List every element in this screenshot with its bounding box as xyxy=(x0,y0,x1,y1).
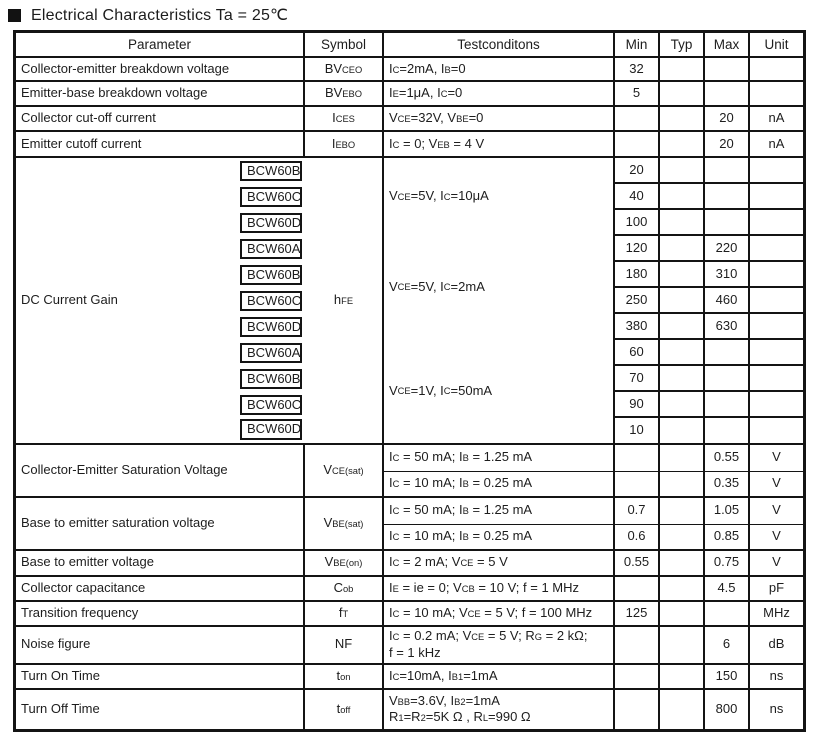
device-cell xyxy=(240,366,305,392)
max-cell: 0.35 xyxy=(705,472,750,498)
typ-cell xyxy=(660,184,705,210)
typ-cell xyxy=(660,472,705,498)
max-cell: 20 xyxy=(705,107,750,132)
parameter-cell: DC Current Gain xyxy=(16,158,240,445)
parameter-cell: Noise figure xyxy=(16,627,305,665)
parameter-cell: Turn On Time xyxy=(16,665,305,690)
parameter-cell: Base to emitter saturation voltage xyxy=(16,498,305,551)
col-header-typ: Typ xyxy=(660,33,705,58)
max-cell: 20 xyxy=(705,132,750,158)
max-cell: 460 xyxy=(705,288,750,314)
min-cell: 10 xyxy=(615,418,660,445)
min-cell xyxy=(615,690,660,729)
condition-cell: IC = 50 mA; IB = 1.25 mA xyxy=(384,445,615,472)
max-cell xyxy=(705,58,750,82)
symbol-cell: BVCEO xyxy=(305,58,384,82)
max-cell: 6 xyxy=(705,627,750,665)
unit-cell xyxy=(750,262,803,288)
typ-cell xyxy=(660,445,705,472)
table-row xyxy=(16,498,803,525)
device-label: BCW60D xyxy=(240,213,302,234)
parameter-cell: Emitter cutoff current xyxy=(16,132,305,158)
table-header-row xyxy=(16,33,803,58)
min-cell: 120 xyxy=(615,236,660,262)
condition-cell: IE = ie = 0; VCB = 10 V; f = 1 MHz xyxy=(384,577,615,602)
symbol-cell: BVEBO xyxy=(305,82,384,107)
condition-cell: IE=1μA, IC=0 xyxy=(384,82,615,107)
symbol-cell: VCE(sat) xyxy=(305,445,384,498)
condition-cell: IC=10mA, IB1=1mA xyxy=(384,665,615,690)
condition-group: V CE =5V, I C =10μA xyxy=(389,188,489,204)
parameter-cell: Collector-emitter breakdown voltage xyxy=(16,58,305,82)
parameter-cell: Collector capacitance xyxy=(16,577,305,602)
typ-cell xyxy=(660,158,705,184)
min-cell: 0.55 xyxy=(615,551,660,577)
max-cell xyxy=(705,184,750,210)
table-row xyxy=(16,445,803,472)
table-row xyxy=(16,665,803,690)
device-cell xyxy=(240,340,305,366)
typ-cell xyxy=(660,418,705,445)
condition-cell: VCE=32V, VBE=0 xyxy=(384,107,615,132)
symbol-cell: VBE(sat) xyxy=(305,498,384,551)
unit-cell: MHz xyxy=(750,602,803,627)
max-cell: 1.05 xyxy=(705,498,750,525)
typ-cell xyxy=(660,366,705,392)
typ-cell xyxy=(660,551,705,577)
device-cell xyxy=(240,262,305,288)
min-cell xyxy=(615,107,660,132)
unit-cell: V xyxy=(750,472,803,498)
max-cell: 800 xyxy=(705,690,750,729)
col-header-unit: Unit xyxy=(750,33,803,58)
symbol-cell: ton xyxy=(305,665,384,690)
max-cell xyxy=(705,366,750,392)
max-cell: 0.55 xyxy=(705,445,750,472)
min-cell: 20 xyxy=(615,158,660,184)
condition-cell: IC=2mA, IB=0 xyxy=(384,58,615,82)
max-cell xyxy=(705,418,750,445)
condition-cell: IC = 10 mA; IB = 0.25 mA xyxy=(384,472,615,498)
min-cell: 125 xyxy=(615,602,660,627)
device-label: BCW60A xyxy=(240,343,302,364)
typ-cell xyxy=(660,392,705,418)
unit-cell xyxy=(750,58,803,82)
device-label: BCW60D xyxy=(240,419,302,440)
typ-cell xyxy=(660,577,705,602)
device-cell xyxy=(240,236,305,262)
typ-cell xyxy=(660,288,705,314)
condition-cell: IC = 10 mA; VCE = 5 V; f = 100 MHz xyxy=(384,602,615,627)
typ-cell xyxy=(660,690,705,729)
unit-cell: V xyxy=(750,525,803,551)
typ-cell xyxy=(660,314,705,340)
unit-cell: V xyxy=(750,498,803,525)
max-cell xyxy=(705,82,750,107)
unit-cell xyxy=(750,392,803,418)
min-cell: 0.7 xyxy=(615,498,660,525)
unit-cell: ns xyxy=(750,665,803,690)
unit-cell xyxy=(750,340,803,366)
col-header-symbol: Symbol xyxy=(305,33,384,58)
max-cell xyxy=(705,602,750,627)
max-cell xyxy=(705,158,750,184)
unit-cell: ns xyxy=(750,690,803,729)
unit-cell: pF xyxy=(750,577,803,602)
unit-cell xyxy=(750,82,803,107)
typ-cell xyxy=(660,340,705,366)
min-cell: 90 xyxy=(615,392,660,418)
table-row xyxy=(16,602,803,627)
section-bullet-icon xyxy=(8,9,21,22)
device-label: BCW60C xyxy=(240,291,302,312)
typ-cell xyxy=(660,602,705,627)
table-row xyxy=(16,158,803,184)
symbol-cell: fT xyxy=(305,602,384,627)
max-cell: 4.5 xyxy=(705,577,750,602)
table-row xyxy=(16,58,803,82)
typ-cell xyxy=(660,498,705,525)
unit-cell xyxy=(750,314,803,340)
parameter-cell: Turn Off Time xyxy=(16,690,305,729)
unit-cell: nA xyxy=(750,132,803,158)
unit-cell: dB xyxy=(750,627,803,665)
unit-cell xyxy=(750,236,803,262)
unit-cell: V xyxy=(750,445,803,472)
condition-cell: IC = 0; VEB = 4 V xyxy=(384,132,615,158)
typ-cell xyxy=(660,525,705,551)
unit-cell: V xyxy=(750,551,803,577)
min-cell xyxy=(615,627,660,665)
min-cell: 380 xyxy=(615,314,660,340)
min-cell: 250 xyxy=(615,288,660,314)
section-title xyxy=(8,5,288,25)
table-row xyxy=(16,82,803,107)
unit-cell xyxy=(750,418,803,445)
typ-cell xyxy=(660,210,705,236)
typ-cell xyxy=(660,627,705,665)
typ-cell xyxy=(660,132,705,158)
typ-cell xyxy=(660,262,705,288)
min-cell: 32 xyxy=(615,58,660,82)
col-header-parameter: Parameter xyxy=(16,33,305,58)
min-cell: 0.6 xyxy=(615,525,660,551)
device-cell xyxy=(240,392,305,418)
device-cell xyxy=(240,314,305,340)
parameter-cell: Transition frequency xyxy=(16,602,305,627)
device-label: BCW60C xyxy=(240,395,302,416)
max-cell: 0.85 xyxy=(705,525,750,551)
max-cell: 150 xyxy=(705,665,750,690)
min-cell: 100 xyxy=(615,210,660,236)
device-cell xyxy=(240,158,305,184)
min-cell xyxy=(615,472,660,498)
table-row xyxy=(16,627,803,665)
typ-cell xyxy=(660,58,705,82)
device-label: BCW60D xyxy=(240,317,302,338)
condition-group: V CE =1V, I C =50mA xyxy=(389,382,493,398)
device-label: BCW60C xyxy=(240,187,302,208)
max-cell xyxy=(705,210,750,236)
col-header-max: Max xyxy=(705,33,750,58)
device-label: BCW60B xyxy=(240,265,302,286)
parameter-cell: Collector-Emitter Saturation Voltage xyxy=(16,445,305,498)
condition-cell: IC = 50 mA; IB = 1.25 mA xyxy=(384,498,615,525)
symbol-cell: Cob xyxy=(305,577,384,602)
min-cell: 180 xyxy=(615,262,660,288)
symbol-cell: NF xyxy=(305,627,384,665)
unit-cell: nA xyxy=(750,107,803,132)
max-cell: 630 xyxy=(705,314,750,340)
symbol-cell: VBE(on) xyxy=(305,551,384,577)
device-label: BCW60B xyxy=(240,369,302,390)
symbol-cell: toff xyxy=(305,690,384,729)
max-cell: 310 xyxy=(705,262,750,288)
col-header-testconditions: Testconditons xyxy=(384,33,615,58)
min-cell xyxy=(615,577,660,602)
min-cell: 60 xyxy=(615,340,660,366)
parameter-cell: Base to emitter voltage xyxy=(16,551,305,577)
device-cell xyxy=(240,210,305,236)
unit-cell xyxy=(750,366,803,392)
table-row xyxy=(16,577,803,602)
min-cell xyxy=(615,665,660,690)
condition-group: V CE =5V, I C =2mA xyxy=(389,279,485,295)
typ-cell xyxy=(660,236,705,262)
symbol-cell: IEBO xyxy=(305,132,384,158)
max-cell xyxy=(705,340,750,366)
device-label: BCW60B xyxy=(240,161,302,182)
table-row xyxy=(16,107,803,132)
symbol-cell: hFE xyxy=(305,158,384,445)
electrical-characteristics-table xyxy=(13,30,806,732)
parameter-cell: Collector cut-off current xyxy=(16,107,305,132)
min-cell xyxy=(615,445,660,472)
typ-cell xyxy=(660,107,705,132)
table-row xyxy=(16,690,803,729)
condition-cell xyxy=(384,158,615,445)
max-cell: 0.75 xyxy=(705,551,750,577)
unit-cell xyxy=(750,184,803,210)
parameter-cell: Emitter-base breakdown voltage xyxy=(16,82,305,107)
unit-cell xyxy=(750,158,803,184)
min-cell xyxy=(615,132,660,158)
typ-cell xyxy=(660,82,705,107)
device-cell xyxy=(240,418,305,445)
min-cell: 70 xyxy=(615,366,660,392)
device-cell xyxy=(240,184,305,210)
unit-cell xyxy=(750,210,803,236)
device-cell xyxy=(240,288,305,314)
table-row xyxy=(16,132,803,158)
symbol-cell: ICES xyxy=(305,107,384,132)
condition-cell: VBB=3.6V, IB2=1mA R1=R2=5K Ω , RL=990 Ω xyxy=(384,690,615,729)
min-cell: 5 xyxy=(615,82,660,107)
max-cell: 220 xyxy=(705,236,750,262)
min-cell: 40 xyxy=(615,184,660,210)
condition-cell: IC = 2 mA; VCE = 5 V xyxy=(384,551,615,577)
section-title-text: Electrical Characteristics Ta = 25℃ xyxy=(31,7,289,24)
device-label: BCW60A xyxy=(240,239,302,260)
condition-groups xyxy=(384,158,613,443)
condition-cell: IC = 0.2 mA; VCE = 5 V; RG = 2 kΩ; f = 1 kHz xyxy=(384,627,615,665)
col-header-min: Min xyxy=(615,33,660,58)
condition-cell: IC = 10 mA; IB = 0.25 mA xyxy=(384,525,615,551)
typ-cell xyxy=(660,665,705,690)
max-cell xyxy=(705,392,750,418)
table-row xyxy=(16,551,803,577)
unit-cell xyxy=(750,288,803,314)
